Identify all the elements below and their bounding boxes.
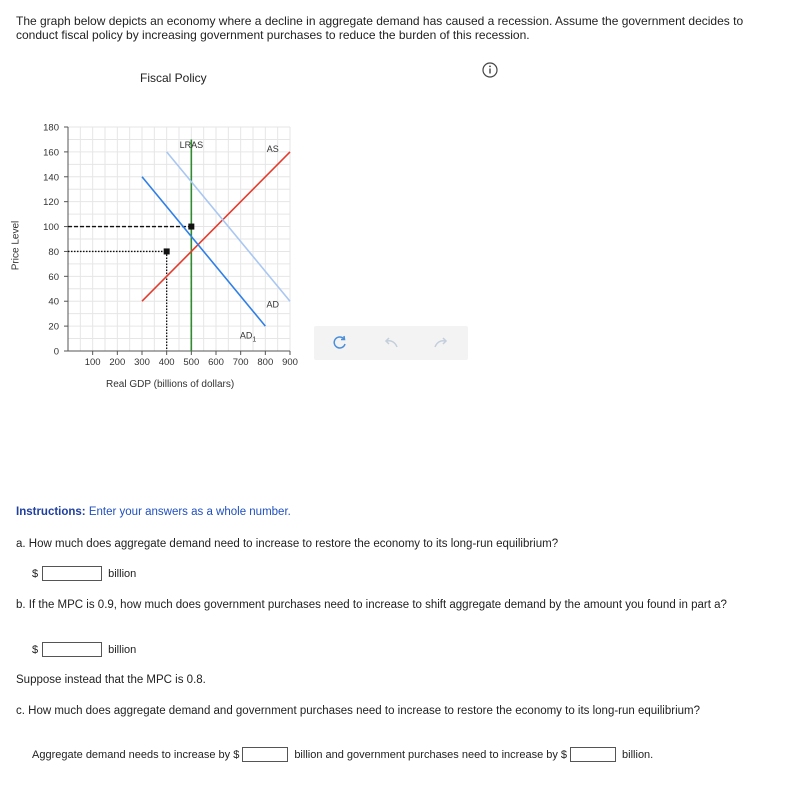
question-b-currency: $ <box>32 643 39 656</box>
question-b-input[interactable] <box>42 642 102 657</box>
y-tick-label: 80 <box>48 246 59 258</box>
reset-icon[interactable] <box>331 334 349 352</box>
question-c-middle: billion and government purchases need to increase by $ <box>294 748 568 761</box>
y-tick-label: 20 <box>48 321 59 333</box>
label-lras: LRAS <box>179 140 204 151</box>
question-a-unit: billion <box>108 567 137 580</box>
equilibrium-point <box>164 248 170 254</box>
graph-controls <box>314 326 468 360</box>
x-tick-label: 500 <box>183 357 200 368</box>
info-icon[interactable] <box>482 62 498 78</box>
x-tick-label: 300 <box>134 357 150 368</box>
suppose-text: Suppose instead that the MPC is 0.8. <box>16 674 206 686</box>
fiscal-policy-chart <box>0 110 310 370</box>
x-tick-label: 100 <box>84 357 101 368</box>
instructions <box>16 506 291 518</box>
question-b-answer <box>32 642 136 657</box>
chart-title: Fiscal Policy <box>140 71 207 85</box>
question-b-text: b. If the MPC is 0.9, how much does government purchases need to increase to shift aggregate demand by the amount you found in part a? <box>16 599 727 611</box>
label-ad: AD <box>266 299 279 310</box>
question-b-unit: billion <box>108 643 137 656</box>
question-c-gp-input[interactable] <box>570 747 616 762</box>
y-tick-label: 0 <box>53 346 59 358</box>
undo-icon[interactable] <box>382 334 400 352</box>
instructions-label: Instructions: <box>16 506 86 518</box>
y-tick-label: 40 <box>48 296 59 308</box>
x-tick-label: 200 <box>109 357 126 368</box>
y-tick-label: 160 <box>43 147 59 159</box>
y-tick-label: 60 <box>48 271 59 283</box>
x-tick-label: 900 <box>282 357 298 368</box>
question-c-prefix: Aggregate demand needs to increase by $ <box>32 748 240 761</box>
y-axis-label: Price Level <box>10 220 22 271</box>
label-as: AS <box>266 143 279 154</box>
question-c-text: c. How much does aggregate demand and government purchases need to increase to restore the economy to its long-run equilibrium? <box>16 705 701 717</box>
y-tick-label: 100 <box>43 222 59 234</box>
label-ad1-subscript: 1 <box>252 336 257 344</box>
x-tick-label: 400 <box>158 357 175 368</box>
question-a-currency: $ <box>32 567 39 580</box>
equilibrium-point <box>188 224 194 230</box>
x-tick-label: 700 <box>232 357 249 368</box>
question-c-answer <box>32 747 653 762</box>
question-c-ad-input[interactable] <box>242 747 288 762</box>
x-axis-label: Real GDP (billions of dollars) <box>106 379 235 390</box>
y-tick-label: 140 <box>43 172 59 184</box>
question-a-answer <box>32 566 136 581</box>
x-tick-label: 600 <box>208 357 224 368</box>
question-a-text: a. How much does aggregate demand need to increase to restore the economy to its long-run equilibrium? <box>16 538 559 550</box>
redo-icon[interactable] <box>432 334 450 352</box>
question-a-input[interactable] <box>42 566 102 581</box>
problem-intro: The graph below depicts an economy where a decline in aggregate demand has caused a recession. Assume the government decides to conduct fiscal policy by increasing government purchases to reduce the burden of this recession. <box>16 14 744 42</box>
question-c-suffix: billion. <box>622 748 654 761</box>
instructions-text: Enter your answers as a whole number. <box>88 506 291 518</box>
y-tick-label: 120 <box>43 197 59 209</box>
x-tick-label: 800 <box>257 357 274 368</box>
y-tick-label: 180 <box>43 122 59 134</box>
label-ad1: $AD_1$ <box>239 330 257 344</box>
